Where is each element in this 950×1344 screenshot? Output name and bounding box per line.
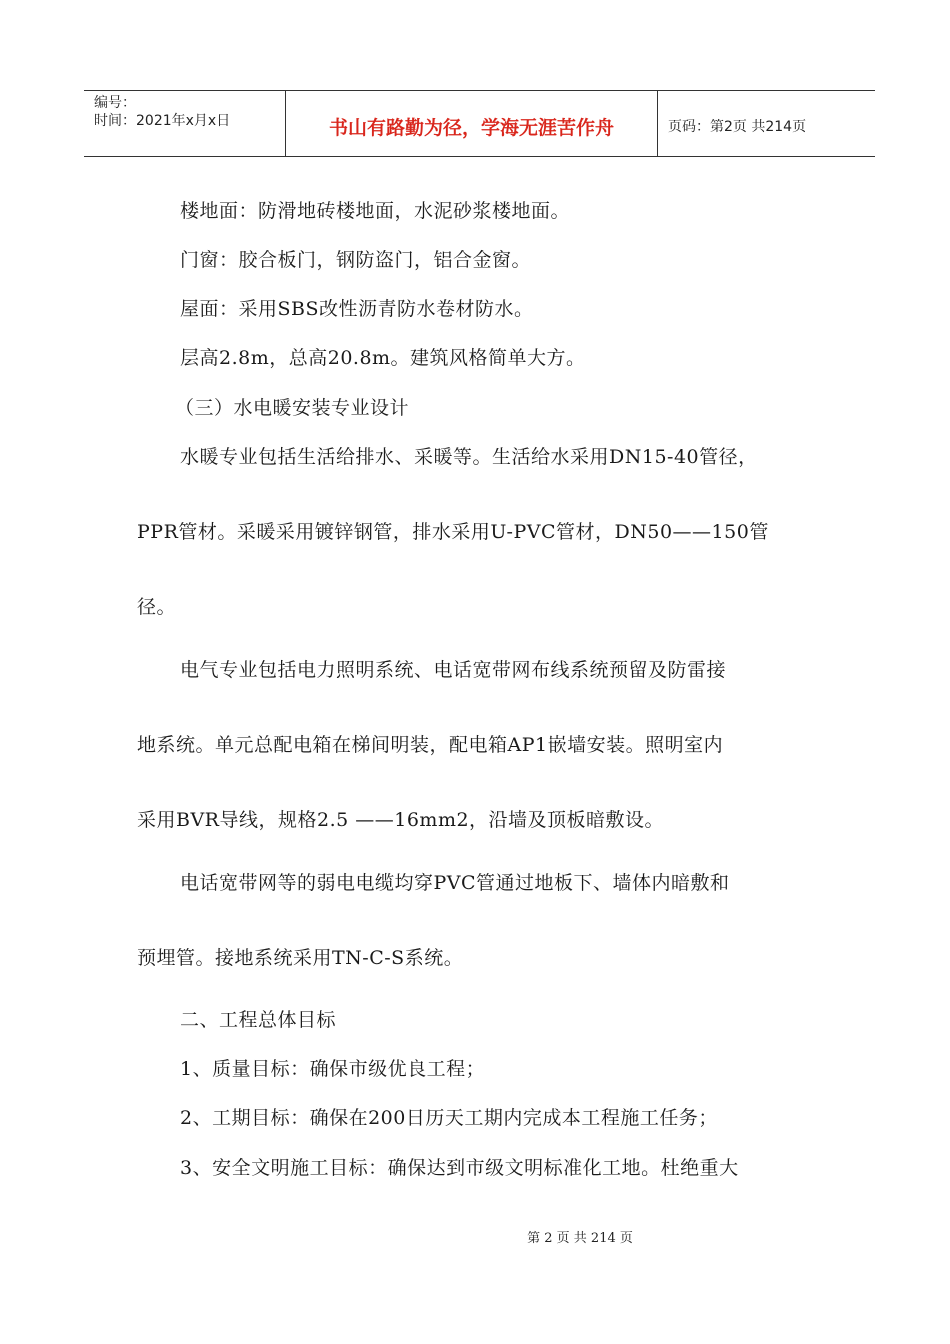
body-line: 地系统。单元总配电箱在梯间明装，配电箱AP1嵌墙安装。照明室内	[137, 734, 724, 756]
header-meta	[84, 91, 286, 156]
body-line: 电气专业包括电力照明系统、电话宽带网布线系统预留及防雷接	[180, 659, 727, 681]
body-line: 采用BVR导线，规格2.5 ——16mm2，沿墙及顶板暗敷设。	[137, 809, 665, 831]
body-line: 预埋管。接地系统采用TN-C-S系统。	[137, 947, 464, 969]
page-header	[84, 90, 875, 157]
body-line: PPR管材。采暖采用镀锌钢管，排水采用U-PVC管材，DN50——150管	[137, 521, 769, 543]
body-line: 层高2.8m，总高20.8m。建筑风格简单大方。	[180, 347, 586, 369]
body-line: 楼地面：防滑地砖楼地面，水泥砂浆楼地面。	[180, 200, 571, 222]
body-line: 屋面：采用SBS改性沥青防水卷材防水。	[180, 298, 534, 320]
body-line: 3、安全文明施工目标：确保达到市级文明标准化工地。杜绝重大	[180, 1157, 739, 1179]
body-line: 2、工期目标：确保在200日历天工期内完成本工程施工任务；	[180, 1107, 718, 1129]
body-line: 电话宽带网等的弱电电缆均穿PVC管通过地板下、墙体内暗敷和	[180, 872, 730, 894]
page-footer: 第 2 页 共 214 页	[527, 1231, 633, 1246]
section-heading: （三）水电暖安装专业设计	[175, 397, 410, 419]
header-date: 时间：2021年x月x日	[94, 113, 231, 129]
body-line: 径。	[137, 596, 177, 618]
header-slogan: 书山有路勤为径，学海无涯苦作舟	[286, 91, 658, 156]
header-page-info: 页码：第2页 共214页	[668, 118, 807, 135]
header-serial: 编号：	[94, 95, 136, 111]
body-line: 水暖专业包括生活给排水、采暖等。生活给水采用DN15-40管径，	[180, 446, 758, 468]
body-line: 门窗：胶合板门，钢防盗门，铝合金窗。	[180, 249, 532, 271]
section-heading: 二、工程总体目标	[180, 1009, 337, 1031]
body-line: 1、质量目标：确保市级优良工程；	[180, 1058, 486, 1080]
